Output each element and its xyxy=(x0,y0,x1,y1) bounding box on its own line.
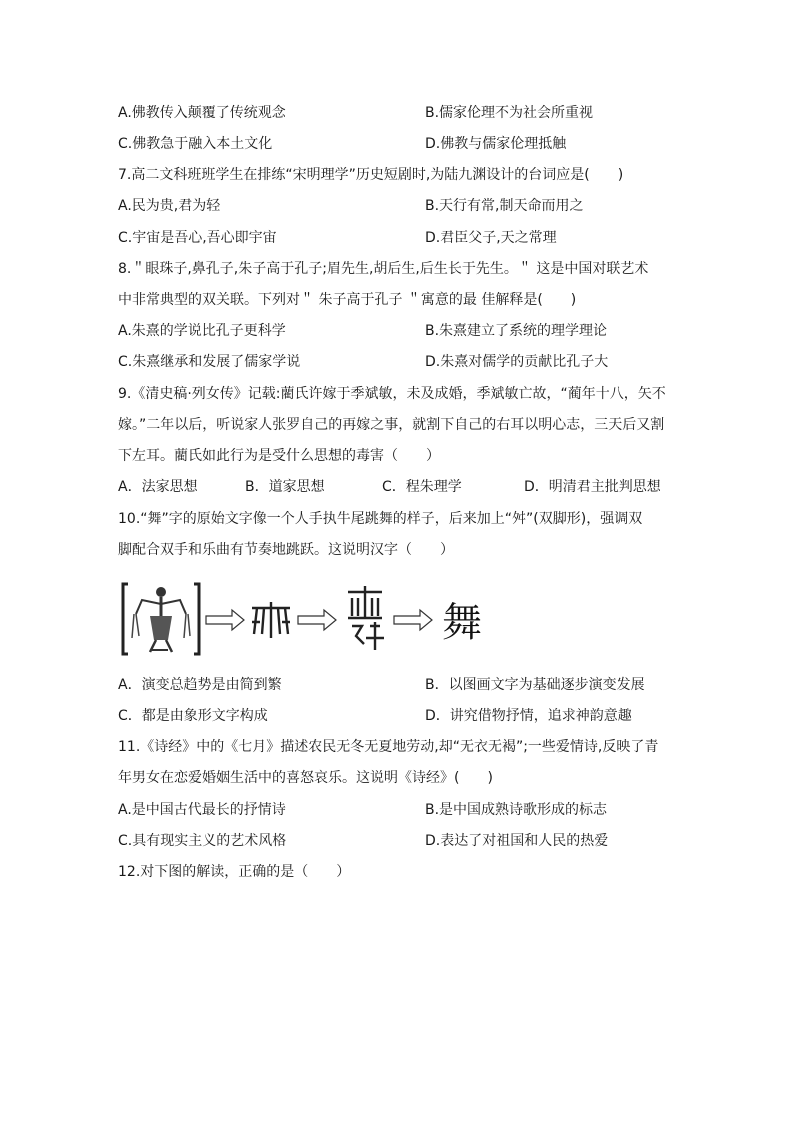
arrow-right-icon xyxy=(298,610,336,630)
q8-stem-line-2: 中非常典型的双关联。下列对＂ 朱子高于孔子 ＂寓意的最 佳解释是( ) xyxy=(118,292,577,308)
q9-stem-line-1: 9.《清史稿·列女传》记载:藺氏许嫁于季斌敏，未及成婚，季斌敏亡故，“蔺年十八，矢不 xyxy=(118,386,666,402)
q11-option-b[interactable]: B.是中国成熟诗歌形成的标志 xyxy=(425,802,608,818)
seal-script-glyph xyxy=(348,586,384,650)
q6-option-c[interactable]: C.佛教急于融入本土文化 xyxy=(118,136,273,152)
q11-option-a[interactable]: A.是中国古代最长的抒情诗 xyxy=(118,802,286,818)
q9-stem-line-2: 嫁。”二年以后，听说家人张罗自己的再嫁之事，就割下自己的右耳以明心志，三天后又割 xyxy=(118,417,665,433)
modern-glyph: 舞 xyxy=(442,600,482,646)
q10-option-d[interactable]: D．讲究借物抒情，追求神韵意趣 xyxy=(425,708,632,724)
q7-stem: 7.高二文科班班学生在排练“宋明理学”历史短剧时,为陆九渊设计的台词应是( ) xyxy=(118,167,624,183)
q10-option-a[interactable]: A．演变总趋势是由简到繁 xyxy=(118,677,282,693)
q7-option-d[interactable]: D.君臣父子,天之常理 xyxy=(425,230,557,246)
q10-stem-line-2: 脚配合双手和乐曲有节奏地跳跃。这说明汉字（ ） xyxy=(118,542,454,558)
q8-option-c[interactable]: C.朱熹继承和发展了儒家学说 xyxy=(118,354,301,370)
q8-stem-line-1: 8.＂眼珠子,鼻孔子,朱子高于孔子;眉先生,胡后生,后生长于先生。＂ 这是中国对联艺术 xyxy=(118,261,649,277)
q10-option-c[interactable]: C．都是由象形文字构成 xyxy=(118,708,268,724)
pictograph-dancer-icon xyxy=(123,584,199,654)
q11-stem-line-1: 11.《诗经》中的《七月》描述农民无冬无夏地劳动,却“无衣无褐”;一些爱情诗,反映了青 xyxy=(118,739,659,755)
q9-option-d[interactable]: D．明清君主批判思想 xyxy=(524,479,661,495)
q8-option-d[interactable]: D.朱熹对儒学的贡献比孔子大 xyxy=(425,354,609,370)
evolution-diagram xyxy=(120,578,490,660)
oracle-bone-glyph xyxy=(252,602,290,638)
q9-option-b[interactable]: B．道家思想 xyxy=(245,479,325,495)
q10-option-b[interactable]: B．以图画文字为基础逐步演变发展 xyxy=(425,677,645,693)
q9-option-c[interactable]: C．程朱理学 xyxy=(382,479,462,495)
q6-option-d[interactable]: D.佛教与儒家伦理抵触 xyxy=(425,136,567,152)
q11-option-c[interactable]: C.具有现实主义的艺术风格 xyxy=(118,833,287,849)
character-evolution-figure xyxy=(120,578,490,660)
q12-stem: 12.对下图的解读，正确的是（ ） xyxy=(118,864,351,880)
q8-option-a[interactable]: A.朱熹的学说比孔子更科学 xyxy=(118,323,286,339)
q7-option-a[interactable]: A.民为贵,君为轻 xyxy=(118,198,221,214)
q11-stem-line-2: 年男女在恋爱婚姻生活中的喜怒哀乐。这说明《诗经》( ) xyxy=(118,770,493,786)
arrow-right-icon xyxy=(206,610,244,630)
q10-stem-line-1: 10.“舞”字的原始文字像一个人手执牛尾跳舞的样子，后来加上“舛”(双脚形)，强调双 xyxy=(118,511,643,527)
q11-option-d[interactable]: D.表达了对祖国和人民的热爱 xyxy=(425,833,609,849)
arrow-right-icon xyxy=(394,610,432,630)
q7-option-c[interactable]: C.宇宙是吾心,吾心即宇宙 xyxy=(118,230,277,246)
q7-option-b[interactable]: B.天行有常,制天命而用之 xyxy=(425,198,584,214)
q6-option-a[interactable]: A.佛教传入颠覆了传统观念 xyxy=(118,105,286,121)
q9-option-a[interactable]: A．法家思想 xyxy=(118,479,198,495)
q9-stem-line-3: 下左耳。藺氏如此行为是受什么思想的毒害（ ） xyxy=(118,448,440,464)
q8-option-b[interactable]: B.朱熹建立了系统的理学理论 xyxy=(425,323,608,339)
q6-option-b[interactable]: B.儒家伦理不为社会所重视 xyxy=(425,105,594,121)
